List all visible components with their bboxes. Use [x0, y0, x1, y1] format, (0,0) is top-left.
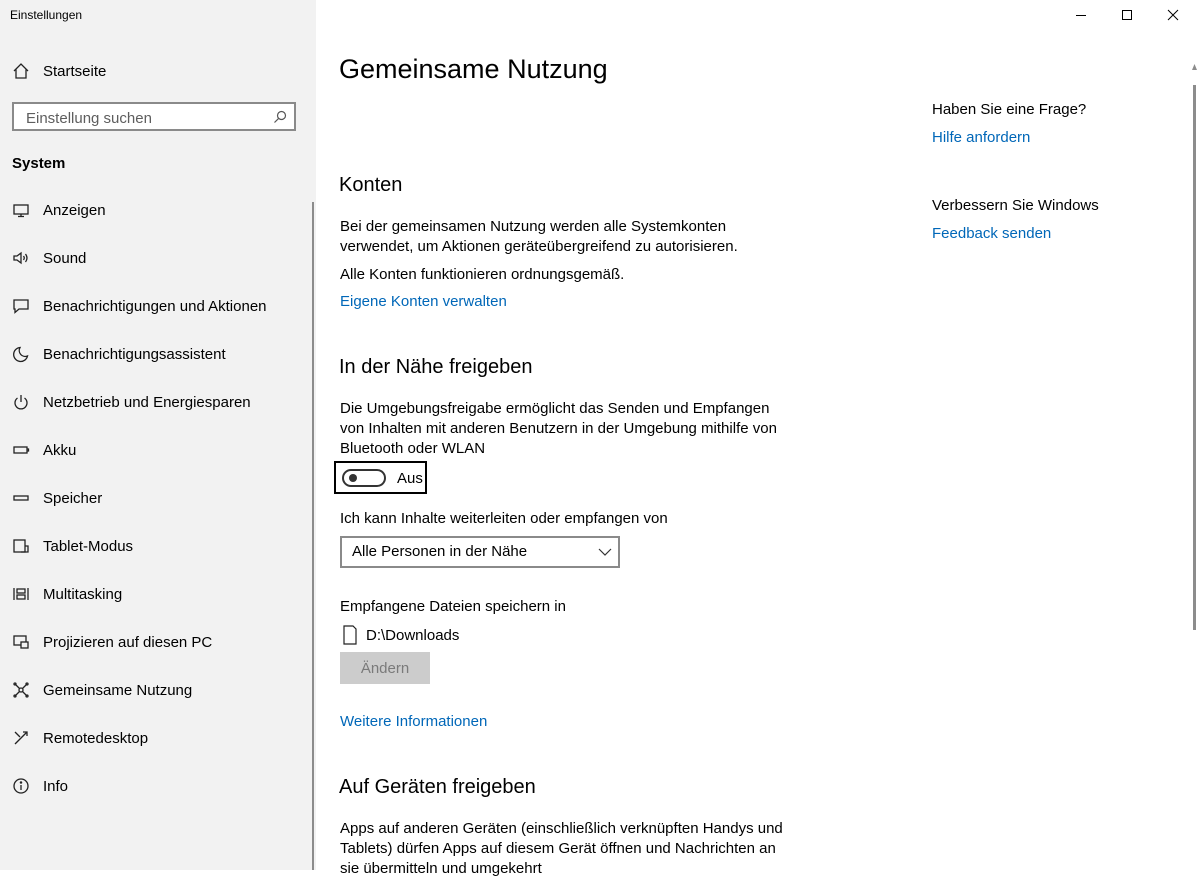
scrollbar-thumb[interactable] [1193, 85, 1196, 630]
sidebar-item-label: Benachrichtigungsassistent [43, 345, 226, 363]
sidebar-item-label: Multitasking [43, 585, 123, 603]
sidebar-scrollbar[interactable] [312, 202, 314, 870]
sidebar-item-benachrichtigungen[interactable] [0, 284, 310, 328]
maximize-icon [1121, 9, 1133, 21]
sidebar-item-akku[interactable] [0, 428, 310, 472]
nearby-sharing-toggle[interactable] [334, 461, 427, 494]
sidebar-item-label: Sound [43, 249, 87, 267]
toggle-state-label: Aus [397, 470, 423, 487]
save-location-path: D:\Downloads [366, 626, 460, 644]
minimize-button[interactable] [1058, 0, 1104, 30]
maximize-button[interactable] [1104, 0, 1150, 30]
nearby-description: Die Umgebungsfreigabe ermöglicht das Senden und Empfangen von Inhalten mit anderen Benutzern in der Umgebung mithilfe von Bluetooth oder WLAN [340, 400, 777, 457]
sidebar-item-label: Anzeigen [43, 201, 106, 219]
sidebar-item-home[interactable] [0, 49, 310, 93]
save-location-row [342, 624, 459, 646]
sidebar [0, 0, 316, 870]
toggle-track [342, 469, 386, 487]
sidebar-item-info[interactable] [0, 764, 310, 808]
file-icon [342, 625, 358, 645]
devices-heading: Auf Geräten freigeben [339, 776, 536, 798]
moon-icon [11, 344, 31, 364]
receive-from-dropdown[interactable] [340, 536, 620, 568]
sidebar-item-sound[interactable] [0, 236, 310, 280]
home-icon [11, 61, 31, 81]
tablet-icon [11, 536, 31, 556]
monitor-icon [11, 200, 31, 220]
change-location-button[interactable]: Ändern [340, 652, 430, 684]
project-icon [11, 632, 31, 652]
sidebar-item-anzeigen[interactable] [0, 188, 310, 232]
nearby-heading: In der Nähe freigeben [339, 356, 533, 378]
sidebar-item-label: Info [43, 777, 69, 795]
sidebar-item-tablet-modus[interactable] [0, 524, 310, 568]
sidebar-item-remotedesktop[interactable] [0, 716, 310, 760]
battery-icon [11, 440, 31, 460]
konten-status: Alle Konten funktionieren ordnungsgemäß. [340, 266, 625, 283]
toggle-knob [349, 474, 357, 482]
sidebar-item-netzbetrieb[interactable] [0, 380, 310, 424]
info-icon [11, 776, 31, 796]
close-button[interactable] [1150, 0, 1196, 30]
minimize-icon [1075, 9, 1087, 21]
search-icon[interactable] [273, 110, 287, 124]
sidebar-item-label: Gemeinsame Nutzung [43, 681, 193, 699]
more-info-link[interactable]: Weitere Informationen [340, 713, 488, 730]
manage-accounts-link[interactable]: Eigene Konten verwalten [340, 293, 507, 310]
close-icon [1167, 9, 1179, 21]
improve-heading: Verbessern Sie Windows [932, 197, 1099, 214]
receive-from-label: Ich kann Inhalte weiterleiten oder empfangen von [340, 510, 668, 527]
sidebar-item-label: Netzbetrieb und Energiesparen [43, 393, 251, 411]
main-content [316, 0, 1199, 877]
message-icon [11, 296, 31, 316]
scroll-up-icon[interactable] [1192, 64, 1197, 70]
devices-description: Apps auf anderen Geräten (einschließlich verknüpften Handys und Tablets) dürfen Apps auf diesem Gerät öffnen und Nachrichten an sie übermitteln und umgekehrt [340, 820, 783, 877]
sidebar-item-label: Akku [43, 441, 77, 459]
sidebar-item-label: Startseite [43, 62, 107, 80]
speaker-icon [11, 248, 31, 268]
sidebar-item-projizieren[interactable] [0, 620, 310, 664]
konten-description: Bei der gemeinsamen Nutzung werden alle Systemkonten verwendet, um Aktionen geräteübergreifend zu autorisieren. [340, 218, 738, 255]
sidebar-item-label: Speicher [43, 489, 103, 507]
main-scrollbar[interactable] [1192, 30, 1197, 630]
sidebar-item-label: Benachrichtigungen und Aktionen [43, 297, 267, 315]
multitasking-icon [11, 584, 31, 604]
question-heading: Haben Sie eine Frage? [932, 101, 1087, 118]
sidebar-item-label: Tablet-Modus [43, 537, 134, 555]
storage-icon [11, 488, 31, 508]
sidebar-item-gemeinsame-nutzung[interactable] [0, 668, 310, 712]
sidebar-item-benachrichtigungsassistent[interactable] [0, 332, 310, 376]
page-title: Gemeinsame Nutzung [339, 54, 608, 84]
power-icon [11, 392, 31, 412]
save-location-label: Empfangene Dateien speichern in [340, 598, 566, 615]
get-help-link[interactable]: Hilfe anfordern [932, 129, 1031, 146]
search-box[interactable] [12, 102, 296, 131]
app-title: Einstellungen [10, 8, 83, 22]
remote-icon [11, 728, 31, 748]
sidebar-item-label: Remotedesktop [43, 729, 149, 747]
search-input[interactable] [24, 107, 268, 129]
sidebar-item-multitasking[interactable] [0, 572, 310, 616]
chevron-down-icon [598, 546, 612, 558]
section-label: System [12, 155, 66, 172]
sidebar-item-label: Projizieren auf diesen PC [43, 633, 213, 651]
feedback-link[interactable]: Feedback senden [932, 225, 1052, 242]
sidebar-item-speicher[interactable] [0, 476, 310, 520]
share-icon [11, 680, 31, 700]
dropdown-selected-value: Alle Personen in der Nähe [352, 543, 528, 560]
konten-heading: Konten [339, 174, 403, 196]
